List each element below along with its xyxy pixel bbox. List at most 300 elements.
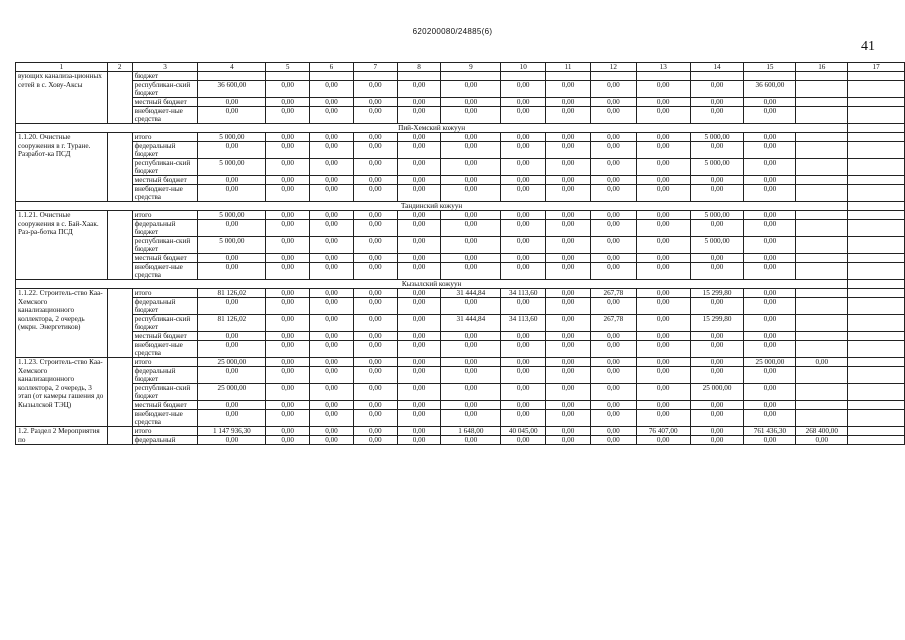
value-cell: 0,00 xyxy=(266,263,310,280)
section-title: Кызылский кожуун xyxy=(16,280,848,289)
value-cell: 0,00 xyxy=(690,185,744,202)
value-cell: 0,00 xyxy=(353,358,397,367)
header-cell: 9 xyxy=(441,63,501,72)
value-cell: 34 113,60 xyxy=(501,315,546,332)
value-cell: 0,00 xyxy=(590,367,636,384)
value-cell: 0,00 xyxy=(636,220,690,237)
value-cell: 81 126,02 xyxy=(198,289,266,298)
value-cell: 0,00 xyxy=(397,436,441,445)
value-cell: 0,00 xyxy=(266,211,310,220)
value-cell: 0,00 xyxy=(353,401,397,410)
value-cell: 0,00 xyxy=(353,142,397,159)
value-cell: 0,00 xyxy=(501,263,546,280)
value-cell: 0,00 xyxy=(590,159,636,176)
value-cell: 0,00 xyxy=(590,185,636,202)
value-cell: 0,00 xyxy=(590,332,636,341)
empty-cell xyxy=(796,410,848,427)
table-row xyxy=(16,142,905,159)
value-cell: 0,00 xyxy=(636,263,690,280)
value-cell: 40 045,00 xyxy=(501,427,546,436)
value-cell: 0,00 xyxy=(397,81,441,98)
value-cell: 0,00 xyxy=(397,289,441,298)
value-cell: 0,00 xyxy=(590,341,636,358)
value-cell: 0,00 xyxy=(546,427,591,436)
empty-cell xyxy=(636,72,690,81)
value-cell: 0,00 xyxy=(353,220,397,237)
empty-cell xyxy=(848,341,905,358)
empty-cell xyxy=(107,133,132,202)
value-cell: 0,00 xyxy=(310,254,354,263)
value-cell: 0,00 xyxy=(441,401,501,410)
value-cell: 0,00 xyxy=(501,220,546,237)
value-cell: 0,00 xyxy=(501,185,546,202)
value-cell: 1 648,00 xyxy=(441,427,501,436)
value-cell: 0,00 xyxy=(636,315,690,332)
value-cell: 0,00 xyxy=(636,401,690,410)
value-cell: 0,00 xyxy=(501,410,546,427)
table-row xyxy=(16,332,905,341)
funding-source: итого xyxy=(132,133,198,142)
value-cell: 0,00 xyxy=(501,332,546,341)
measure-description: 1.1.21. Очистные сооружения в с. Бай-Хаак. Раз-ра-ботка ПСД xyxy=(16,211,108,280)
value-cell: 0,00 xyxy=(198,436,266,445)
funding-source: внебюджет-ные средства xyxy=(132,410,198,427)
table-row xyxy=(16,254,905,263)
empty-cell xyxy=(848,220,905,237)
value-cell: 5 000,00 xyxy=(198,159,266,176)
header-cell: 6 xyxy=(310,63,354,72)
value-cell: 0,00 xyxy=(636,410,690,427)
empty-cell xyxy=(848,107,905,124)
value-cell: 0,00 xyxy=(690,220,744,237)
value-cell: 0,00 xyxy=(198,176,266,185)
value-cell: 0,00 xyxy=(501,98,546,107)
empty-cell xyxy=(848,211,905,220)
value-cell: 15 299,80 xyxy=(690,315,744,332)
value-cell: 0,00 xyxy=(546,289,591,298)
empty-cell xyxy=(848,81,905,98)
value-cell: 0,00 xyxy=(501,81,546,98)
value-cell: 0,00 xyxy=(310,211,354,220)
header-cell: 12 xyxy=(590,63,636,72)
value-cell: 0,00 xyxy=(266,341,310,358)
value-cell: 0,00 xyxy=(198,220,266,237)
table-row xyxy=(16,298,905,315)
table-row xyxy=(16,263,905,280)
table-row xyxy=(16,81,905,98)
table-row xyxy=(16,159,905,176)
value-cell: 0,00 xyxy=(198,298,266,315)
value-cell: 0,00 xyxy=(744,133,796,142)
value-cell: 0,00 xyxy=(590,142,636,159)
value-cell: 0,00 xyxy=(397,427,441,436)
value-cell: 0,00 xyxy=(441,332,501,341)
table-row xyxy=(16,211,905,220)
value-cell: 0,00 xyxy=(744,367,796,384)
value-cell: 0,00 xyxy=(636,98,690,107)
value-cell: 0,00 xyxy=(441,298,501,315)
value-cell: 0,00 xyxy=(198,142,266,159)
value-cell: 0,00 xyxy=(353,410,397,427)
empty-cell xyxy=(848,202,905,211)
value-cell: 0,00 xyxy=(546,176,591,185)
value-cell: 0,00 xyxy=(546,358,591,367)
value-cell: 0,00 xyxy=(441,410,501,427)
value-cell: 0,00 xyxy=(546,410,591,427)
value-cell: 0,00 xyxy=(310,159,354,176)
value-cell: 267,78 xyxy=(590,289,636,298)
value-cell: 0,00 xyxy=(690,176,744,185)
value-cell: 0,00 xyxy=(310,185,354,202)
empty-cell xyxy=(107,72,132,124)
value-cell: 0,00 xyxy=(198,98,266,107)
value-cell: 0,00 xyxy=(353,107,397,124)
funding-source: республикан-ский бюджет xyxy=(132,237,198,254)
value-cell: 0,00 xyxy=(636,332,690,341)
value-cell: 0,00 xyxy=(690,358,744,367)
value-cell: 0,00 xyxy=(198,341,266,358)
empty-cell xyxy=(546,72,591,81)
value-cell: 0,00 xyxy=(546,367,591,384)
empty-cell xyxy=(198,72,266,81)
table-row xyxy=(16,315,905,332)
empty-cell xyxy=(796,185,848,202)
value-cell: 0,00 xyxy=(397,410,441,427)
value-cell: 25 000,00 xyxy=(744,358,796,367)
value-cell: 0,00 xyxy=(266,220,310,237)
value-cell: 0,00 xyxy=(501,133,546,142)
value-cell: 1 147 936,30 xyxy=(198,427,266,436)
value-cell: 0,00 xyxy=(546,107,591,124)
funding-source: местный бюджет xyxy=(132,98,198,107)
value-cell: 0,00 xyxy=(353,185,397,202)
measure-description: 1.1.20. Очистные сооружения в г. Туране. Разработ-ка ПСД xyxy=(16,133,108,202)
value-cell: 0,00 xyxy=(310,98,354,107)
value-cell: 0,00 xyxy=(353,427,397,436)
value-cell: 0,00 xyxy=(690,142,744,159)
value-cell: 0,00 xyxy=(744,211,796,220)
header-cell: 14 xyxy=(690,63,744,72)
value-cell: 0,00 xyxy=(397,133,441,142)
empty-cell xyxy=(848,72,905,81)
value-cell: 0,00 xyxy=(266,298,310,315)
table-row xyxy=(16,98,905,107)
value-cell: 0,00 xyxy=(744,401,796,410)
empty-cell xyxy=(848,263,905,280)
value-cell: 0,00 xyxy=(310,436,354,445)
value-cell: 0,00 xyxy=(397,237,441,254)
value-cell: 0,00 xyxy=(441,159,501,176)
section-row xyxy=(16,124,905,133)
table-row xyxy=(16,176,905,185)
value-cell: 25 000,00 xyxy=(198,384,266,401)
empty-cell xyxy=(848,367,905,384)
value-cell: 0,00 xyxy=(546,254,591,263)
value-cell: 0,00 xyxy=(744,263,796,280)
funding-source: федеральный бюджет xyxy=(132,220,198,237)
value-cell: 0,00 xyxy=(501,358,546,367)
value-cell: 0,00 xyxy=(310,410,354,427)
value-cell: 0,00 xyxy=(397,159,441,176)
value-cell: 0,00 xyxy=(198,401,266,410)
funding-source: внебюджет-ные средства xyxy=(132,263,198,280)
empty-cell xyxy=(310,72,354,81)
value-cell: 0,00 xyxy=(353,298,397,315)
document-id: 620200080/24885(6) xyxy=(412,27,493,36)
value-cell: 0,00 xyxy=(590,401,636,410)
header-row xyxy=(16,63,905,72)
table-row xyxy=(16,72,905,81)
value-cell: 0,00 xyxy=(198,107,266,124)
value-cell: 0,00 xyxy=(266,315,310,332)
value-cell: 0,00 xyxy=(266,159,310,176)
value-cell: 0,00 xyxy=(590,358,636,367)
page-number: 41 xyxy=(861,39,875,54)
funding-source: местный бюджет xyxy=(132,254,198,263)
funding-source: внебюджет-ные средства xyxy=(132,341,198,358)
value-cell: 0,00 xyxy=(690,98,744,107)
value-cell: 0,00 xyxy=(198,185,266,202)
value-cell: 5 000,00 xyxy=(690,159,744,176)
value-cell: 0,00 xyxy=(546,81,591,98)
value-cell: 0,00 xyxy=(590,254,636,263)
value-cell: 0,00 xyxy=(744,410,796,427)
value-cell: 0,00 xyxy=(397,211,441,220)
empty-cell xyxy=(744,72,796,81)
value-cell: 0,00 xyxy=(590,384,636,401)
value-cell: 0,00 xyxy=(310,220,354,237)
empty-cell xyxy=(796,98,848,107)
empty-cell xyxy=(848,315,905,332)
value-cell: 0,00 xyxy=(546,341,591,358)
empty-cell xyxy=(848,98,905,107)
value-cell: 0,00 xyxy=(636,254,690,263)
value-cell: 0,00 xyxy=(590,427,636,436)
value-cell: 0,00 xyxy=(266,367,310,384)
empty-cell xyxy=(353,72,397,81)
value-cell: 0,00 xyxy=(353,211,397,220)
value-cell: 0,00 xyxy=(397,332,441,341)
funding-source: местный бюджет xyxy=(132,401,198,410)
value-cell: 0,00 xyxy=(501,142,546,159)
value-cell: 0,00 xyxy=(266,436,310,445)
value-cell: 0,00 xyxy=(353,176,397,185)
empty-cell xyxy=(848,298,905,315)
empty-cell xyxy=(796,289,848,298)
measure-description: вующих канализа-ционных сетей в с. Хову-Аксы xyxy=(16,72,108,124)
value-cell: 0,00 xyxy=(546,332,591,341)
empty-cell xyxy=(796,341,848,358)
value-cell: 0,00 xyxy=(546,436,591,445)
value-cell: 0,00 xyxy=(310,237,354,254)
funding-source: итого xyxy=(132,358,198,367)
empty-cell xyxy=(796,263,848,280)
empty-cell xyxy=(796,384,848,401)
value-cell: 0,00 xyxy=(636,367,690,384)
value-cell: 0,00 xyxy=(690,254,744,263)
value-cell: 0,00 xyxy=(397,98,441,107)
value-cell: 0,00 xyxy=(546,263,591,280)
empty-cell xyxy=(848,436,905,445)
value-cell: 0,00 xyxy=(397,263,441,280)
value-cell: 0,00 xyxy=(441,185,501,202)
value-cell: 0,00 xyxy=(636,107,690,124)
value-cell: 0,00 xyxy=(310,176,354,185)
value-cell: 0,00 xyxy=(441,237,501,254)
value-cell: 0,00 xyxy=(198,367,266,384)
value-cell: 0,00 xyxy=(744,220,796,237)
value-cell: 0,00 xyxy=(546,237,591,254)
value-cell: 0,00 xyxy=(397,367,441,384)
value-cell: 0,00 xyxy=(636,298,690,315)
empty-cell xyxy=(796,211,848,220)
value-cell: 0,00 xyxy=(441,211,501,220)
table-row xyxy=(16,401,905,410)
value-cell: 0,00 xyxy=(546,298,591,315)
value-cell: 0,00 xyxy=(501,401,546,410)
empty-cell xyxy=(848,142,905,159)
empty-cell xyxy=(848,254,905,263)
value-cell: 0,00 xyxy=(501,384,546,401)
budget-table xyxy=(15,62,905,445)
funding-source: федеральный xyxy=(132,436,198,445)
section-row xyxy=(16,202,905,211)
value-cell: 0,00 xyxy=(266,176,310,185)
value-cell: 0,00 xyxy=(266,237,310,254)
value-cell: 0,00 xyxy=(310,263,354,280)
value-cell: 0,00 xyxy=(590,133,636,142)
value-cell: 0,00 xyxy=(690,436,744,445)
value-cell: 0,00 xyxy=(397,384,441,401)
empty-cell xyxy=(266,72,310,81)
empty-cell xyxy=(796,176,848,185)
value-cell: 5 000,00 xyxy=(690,133,744,142)
table-row xyxy=(16,289,905,298)
empty-cell xyxy=(441,72,501,81)
value-cell: 0,00 xyxy=(310,289,354,298)
value-cell: 0,00 xyxy=(353,81,397,98)
value-cell: 0,00 xyxy=(310,107,354,124)
value-cell: 5 000,00 xyxy=(198,211,266,220)
value-cell: 0,00 xyxy=(636,142,690,159)
value-cell: 0,00 xyxy=(266,332,310,341)
empty-cell xyxy=(107,211,132,280)
value-cell: 25 000,00 xyxy=(690,384,744,401)
value-cell: 0,00 xyxy=(353,315,397,332)
value-cell: 0,00 xyxy=(501,107,546,124)
value-cell: 0,00 xyxy=(266,289,310,298)
value-cell: 0,00 xyxy=(636,436,690,445)
value-cell: 0,00 xyxy=(310,427,354,436)
value-cell: 0,00 xyxy=(441,142,501,159)
value-cell: 0,00 xyxy=(397,254,441,263)
value-cell: 31 444,84 xyxy=(441,315,501,332)
value-cell: 268 400,00 xyxy=(796,427,848,436)
value-cell: 0,00 xyxy=(546,220,591,237)
funding-source: республикан-ский бюджет xyxy=(132,315,198,332)
value-cell: 0,00 xyxy=(353,237,397,254)
value-cell: 0,00 xyxy=(501,341,546,358)
value-cell: 0,00 xyxy=(690,81,744,98)
table-row xyxy=(16,384,905,401)
empty-cell xyxy=(796,133,848,142)
empty-cell xyxy=(848,358,905,367)
empty-cell xyxy=(501,72,546,81)
value-cell: 0,00 xyxy=(353,98,397,107)
value-cell: 0,00 xyxy=(353,341,397,358)
empty-cell xyxy=(848,185,905,202)
value-cell: 0,00 xyxy=(310,332,354,341)
value-cell: 0,00 xyxy=(353,133,397,142)
value-cell: 0,00 xyxy=(690,332,744,341)
section-title: Пий-Хемский кожуун xyxy=(16,124,848,133)
value-cell: 0,00 xyxy=(501,367,546,384)
value-cell: 0,00 xyxy=(690,107,744,124)
value-cell: 5 000,00 xyxy=(198,237,266,254)
value-cell: 0,00 xyxy=(744,142,796,159)
value-cell: 31 444,84 xyxy=(441,289,501,298)
header-cell: 2 xyxy=(107,63,132,72)
empty-cell xyxy=(796,315,848,332)
value-cell: 0,00 xyxy=(266,185,310,202)
table-row xyxy=(16,185,905,202)
value-cell: 0,00 xyxy=(397,401,441,410)
value-cell: 0,00 xyxy=(744,436,796,445)
value-cell: 0,00 xyxy=(636,237,690,254)
header-cell: 17 xyxy=(848,63,905,72)
value-cell: 0,00 xyxy=(353,159,397,176)
value-cell: 0,00 xyxy=(744,341,796,358)
value-cell: 0,00 xyxy=(590,176,636,185)
table-row xyxy=(16,436,905,445)
header-cell: 8 xyxy=(397,63,441,72)
value-cell: 267,78 xyxy=(590,315,636,332)
value-cell: 0,00 xyxy=(546,315,591,332)
empty-cell xyxy=(107,289,132,358)
value-cell: 0,00 xyxy=(441,263,501,280)
empty-cell xyxy=(796,298,848,315)
value-cell: 0,00 xyxy=(310,401,354,410)
empty-cell xyxy=(848,332,905,341)
value-cell: 0,00 xyxy=(690,298,744,315)
value-cell: 0,00 xyxy=(690,263,744,280)
value-cell: 0,00 xyxy=(590,220,636,237)
empty-cell xyxy=(796,159,848,176)
value-cell: 0,00 xyxy=(744,98,796,107)
table-row xyxy=(16,133,905,142)
empty-cell xyxy=(107,358,132,427)
value-cell: 5 000,00 xyxy=(690,237,744,254)
funding-source: внебюджет-ные средства xyxy=(132,107,198,124)
value-cell: 0,00 xyxy=(266,107,310,124)
value-cell: 0,00 xyxy=(690,401,744,410)
value-cell: 0,00 xyxy=(310,133,354,142)
value-cell: 0,00 xyxy=(636,159,690,176)
header-cell: 13 xyxy=(636,63,690,72)
table-row xyxy=(16,427,905,436)
value-cell: 0,00 xyxy=(501,159,546,176)
value-cell: 0,00 xyxy=(310,341,354,358)
value-cell: 0,00 xyxy=(546,133,591,142)
table-row xyxy=(16,107,905,124)
funding-source: внебюджет-ные средства xyxy=(132,185,198,202)
empty-cell xyxy=(848,401,905,410)
value-cell: 0,00 xyxy=(397,298,441,315)
value-cell: 0,00 xyxy=(441,341,501,358)
value-cell: 0,00 xyxy=(590,298,636,315)
value-cell: 0,00 xyxy=(397,220,441,237)
header-cell: 15 xyxy=(744,63,796,72)
